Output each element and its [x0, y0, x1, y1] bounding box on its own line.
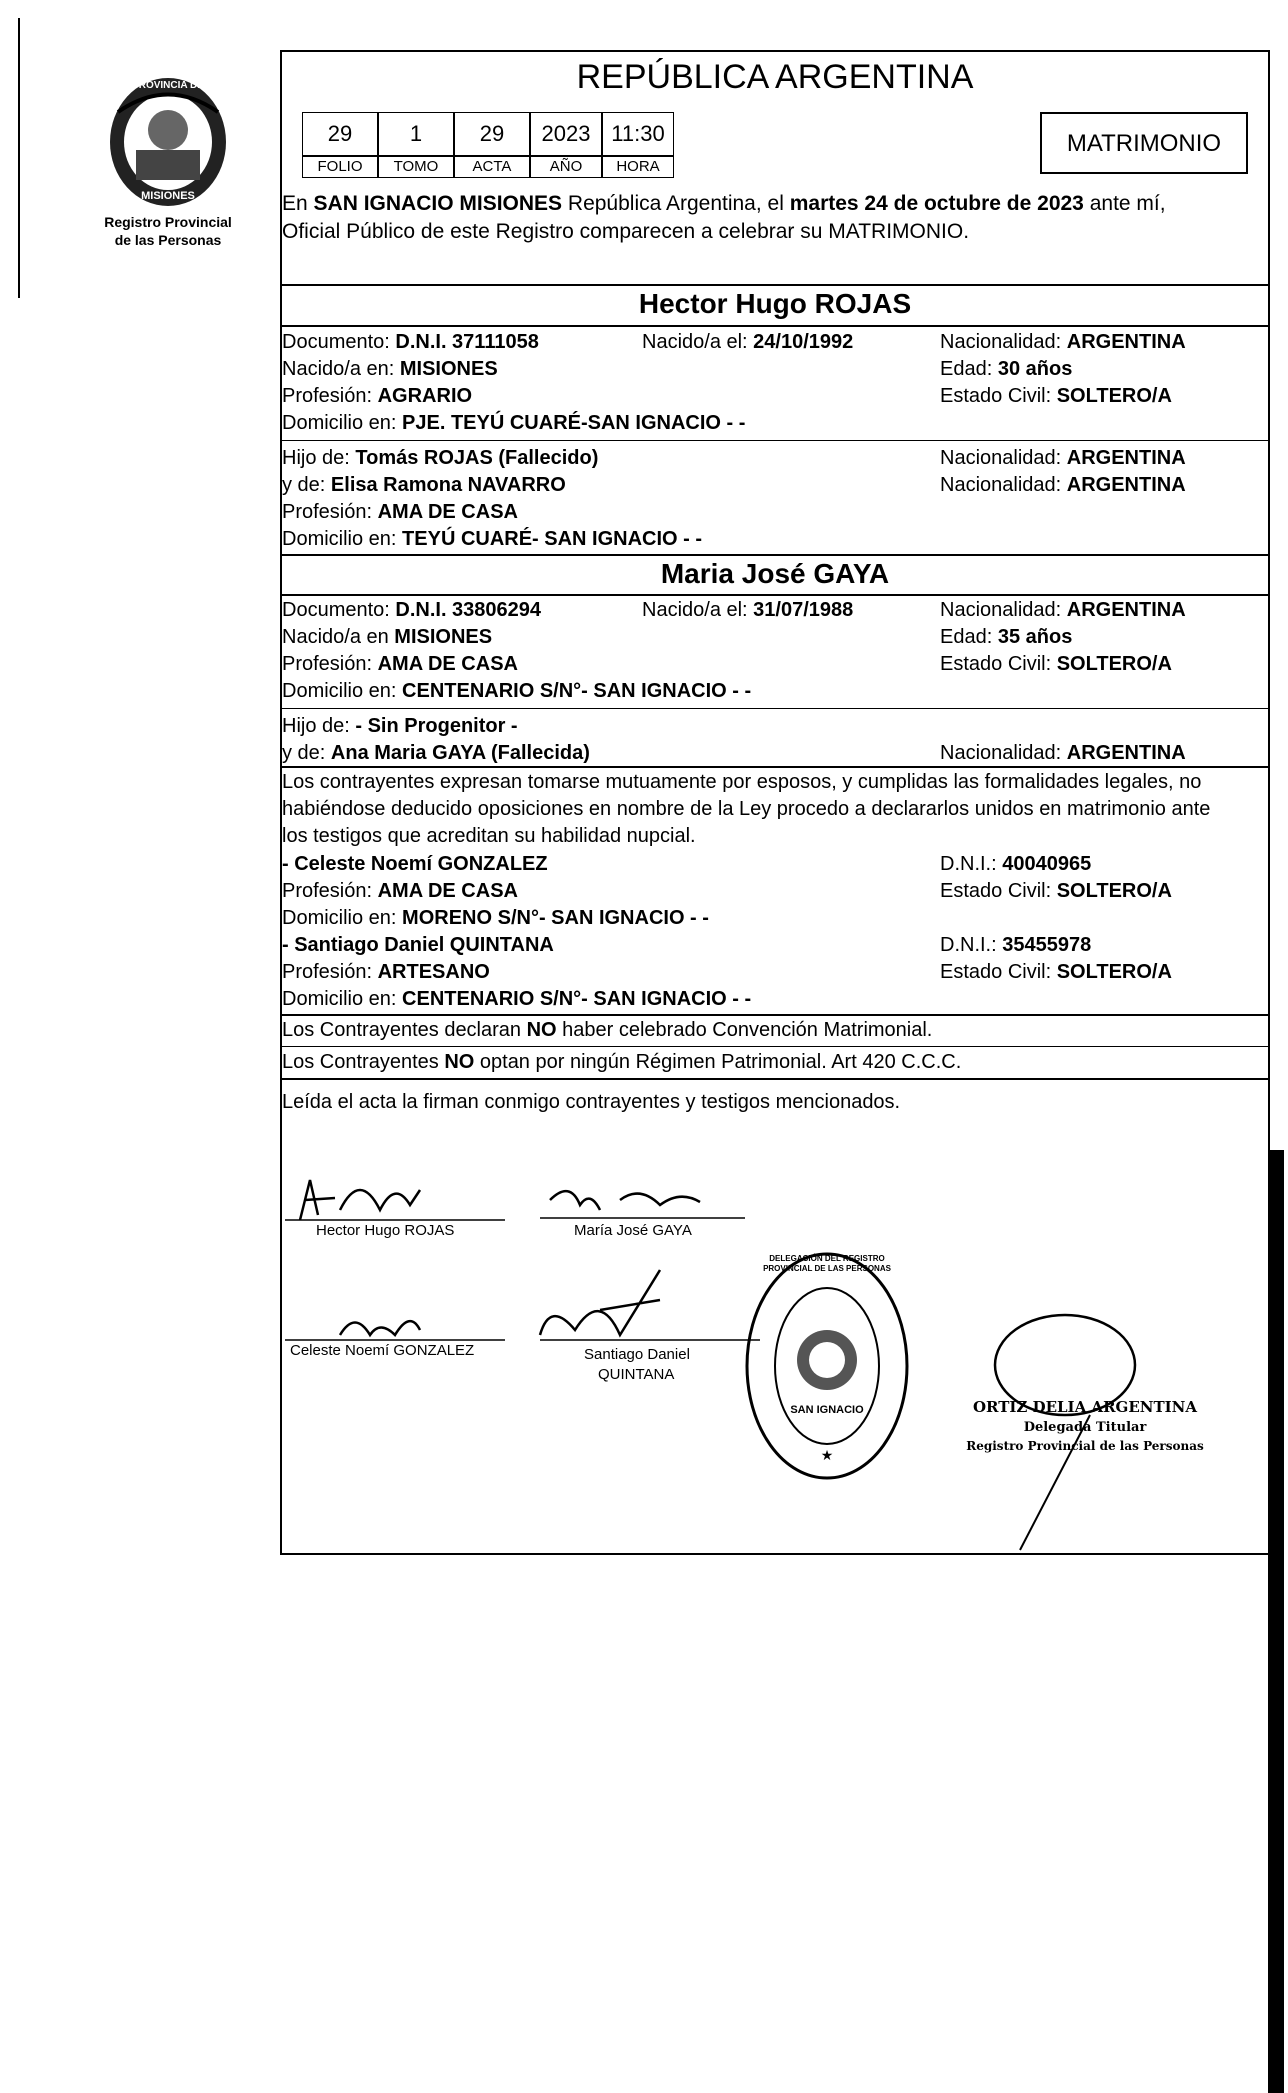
groom-parent-address: Domicilio en: TEYÚ CUARÉ- SAN IGNACIO - - [282, 528, 703, 550]
witness-1-dni: D.N.I.: 40040965 [940, 853, 1092, 875]
ceremony-place: SAN IGNACIO MISIONES [313, 192, 563, 215]
bride-signature-label: María José GAYA [574, 1222, 692, 1239]
groom-father-nationality: Nacionalidad: ARGENTINA [940, 447, 1186, 469]
record-type-box: MATRIMONIO [1040, 112, 1248, 174]
groom-signature-label: Hector Hugo ROJAS [316, 1222, 455, 1239]
folio-label: FOLIO [302, 156, 378, 178]
witness-1-address: Domicilio en: MORENO S/N°- SAN IGNACIO - - [282, 907, 709, 929]
acta-label: ACTA [454, 156, 530, 178]
page-title: REPÚBLICA ARGENTINA [576, 58, 974, 96]
witness-1-name: - Celeste Noemí GONZALEZ [282, 853, 548, 875]
groom-mother-nationality: Nacionalidad: ARGENTINA [940, 474, 1186, 496]
acta-value: 29 [454, 112, 530, 156]
declaration-line-2: habiéndose deducido oposiciones en nombre de la Ley procedo a declararlos unidos en matrimonio ante [282, 798, 1211, 820]
official-title: Delegada Titular [1023, 1420, 1147, 1435]
bride-address: Domicilio en: CENTENARIO S/N°- SAN IGNACIO - - [282, 680, 752, 702]
bride-mother: y de: Ana Maria GAYA (Fallecida) [282, 742, 590, 764]
bride-father: Hijo de: - Sin Progenitor - [282, 715, 518, 737]
bride-mother-nationality: Nacionalidad: ARGENTINA [940, 742, 1186, 764]
official-name: ORTIZ DELIA ARGENTINA [972, 1398, 1198, 1416]
ceremony-date: martes 24 de octubre de 2023 [789, 192, 1084, 215]
emblem-top-text: PROVINCIA DE [132, 80, 204, 91]
witness-1-profession: Profesión: AMA DE CASA [282, 880, 518, 902]
witness1-signature-icon [340, 1321, 420, 1335]
groom-profession: Profesión: AGRARIO [282, 385, 473, 407]
groom-birthplace: Nacido/a en: MISIONES [282, 358, 498, 380]
witness2-signature-label-1: Santiago Daniel [584, 1346, 690, 1363]
stamp-ring-text: DELEGACIÓN DEL REGISTRO PROVINCIAL DE LAS PERSONAS [763, 1254, 891, 1273]
official-block [960, 1398, 1210, 1453]
bride-signature-icon [550, 1191, 700, 1210]
bride-nationality: Nacionalidad: ARGENTINA [940, 599, 1186, 621]
tomo-label: TOMO [378, 156, 454, 178]
hora-label: HORA [602, 156, 674, 178]
logo [88, 72, 248, 252]
witness-2-dni: D.N.I.: 35455978 [940, 934, 1092, 956]
witness2-signature-label-2: QUINTANA [598, 1366, 675, 1383]
bride-name: Maria José GAYA [660, 558, 890, 589]
regime-line-1: Los Contrayentes declaran NO haber celebrado Convención Matrimonial. [282, 1019, 933, 1041]
groom-address: Domicilio en: PJE. TEYÚ CUARÉ-SAN IGNACIO - - [282, 412, 746, 434]
intro-line-2: Oficial Público de este Registro comparecen a celebrar su MATRIMONIO. [282, 220, 970, 243]
bride-birthplace: Nacido/a en MISIONES [282, 626, 493, 648]
witness-2-name: - Santiago Daniel QUINTANA [282, 934, 554, 956]
intro-line-1: En SAN IGNACIO MISIONES República Argentina, el martes 24 de octubre de 2023 ante mí, [282, 192, 1166, 215]
regime-line-2: Los Contrayentes NO optan por ningún Régimen Patrimonial. Art 420 C.C.C. [282, 1051, 962, 1073]
bride-age: Edad: 35 años [940, 626, 1073, 648]
groom-civil-status: Estado Civil: SOLTERO/A [940, 385, 1172, 407]
tomo-value: 1 [378, 112, 454, 156]
groom-parent-profession: Profesión: AMA DE CASA [282, 501, 518, 523]
groom-document: Documento: D.N.I. 37111058 [282, 331, 539, 353]
ano-label: AÑO [530, 156, 602, 178]
groom-signature-icon [300, 1180, 420, 1220]
witness-2-civil-status: Estado Civil: SOLTERO/A [940, 961, 1172, 983]
groom-age: Edad: 30 años [940, 358, 1073, 380]
official-office: Registro Provincial de las Personas [966, 1439, 1204, 1453]
margin-line [18, 18, 20, 298]
bride-profession: Profesión: AMA DE CASA [282, 653, 518, 675]
witness-2-address: Domicilio en: CENTENARIO S/N°- SAN IGNACIO - - [282, 988, 752, 1010]
registry-stamp [742, 1250, 912, 1482]
declaration-line-1: Los contrayentes expresan tomarse mutuamente por esposos, y cumplidas las formalidades legales, no [282, 771, 1202, 793]
svg-text:★: ★ [820, 1448, 834, 1464]
stamp-inner-text: SAN IGNACIO [790, 1404, 864, 1416]
groom-nationality: Nacionalidad: ARGENTINA [940, 331, 1186, 353]
logo-caption-2: de las Personas [114, 232, 222, 248]
bride-document: Documento: D.N.I. 33806294 [282, 599, 542, 621]
emblem-bottom-text: MISIONES [141, 190, 195, 202]
groom-mother: y de: Elisa Ramona NAVARRO [282, 474, 566, 496]
bride-birthdate: Nacido/a el: 31/07/1988 [642, 599, 854, 621]
closing-statement: Leída el acta la firman conmigo contrayentes y testigos mencionados. [282, 1091, 901, 1113]
folio-value: 29 [302, 112, 378, 156]
groom-birthdate: Nacido/a el: 24/10/1992 [642, 331, 854, 353]
groom-name: Hector Hugo ROJAS [638, 288, 912, 319]
declaration-line-3: los testigos que acreditan su habilidad nupcial. [282, 825, 696, 847]
hora-value: 11:30 [602, 112, 674, 156]
logo-caption-1: Registro Provincial [104, 214, 232, 230]
bride-civil-status: Estado Civil: SOLTERO/A [940, 653, 1172, 675]
groom-father: Hijo de: Tomás ROJAS (Fallecido) [282, 447, 599, 469]
witness1-signature-label: Celeste Noemí GONZALEZ [290, 1342, 475, 1359]
witness-2-profession: Profesión: ARTESANO [282, 961, 490, 983]
witness-1-civil-status: Estado Civil: SOLTERO/A [940, 880, 1172, 902]
ano-value: 2023 [530, 112, 602, 156]
witness2-signature-icon [540, 1270, 660, 1335]
